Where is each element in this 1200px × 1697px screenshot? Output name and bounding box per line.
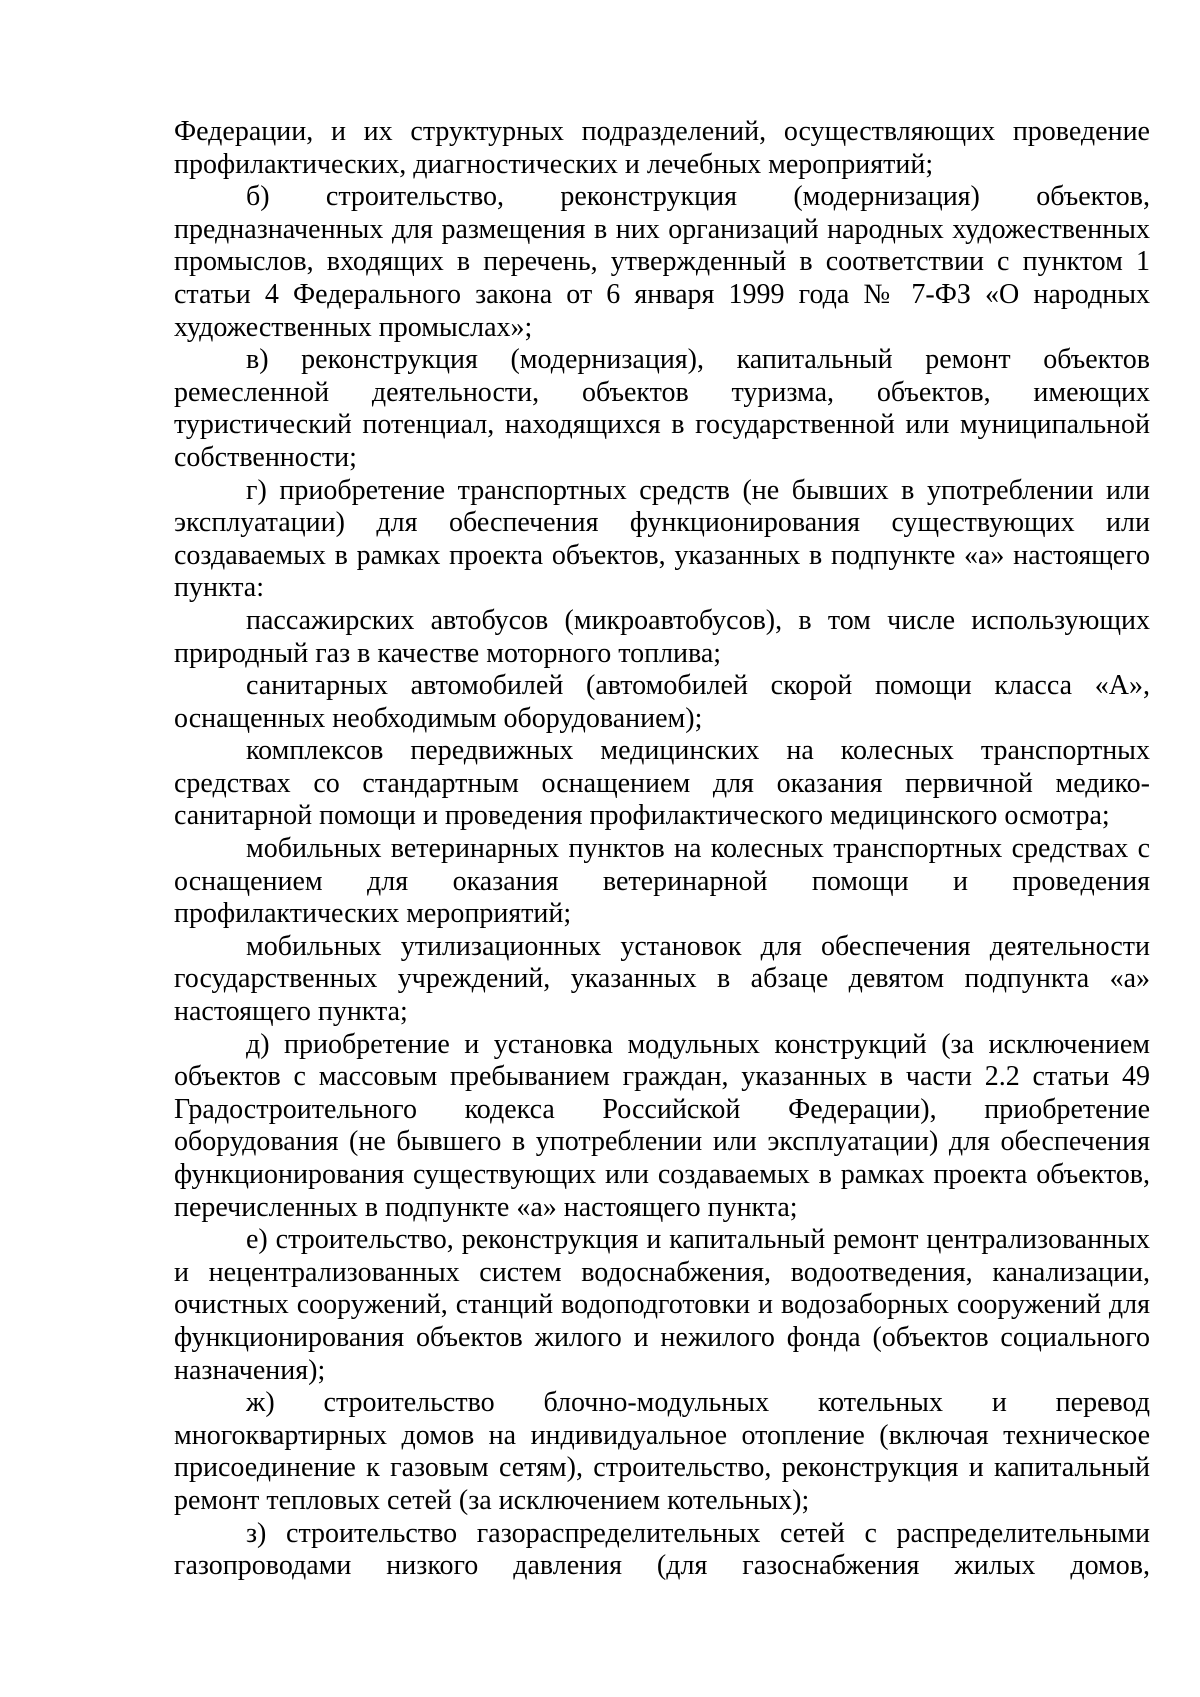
paragraph-mobile-medical-complexes: комплексов передвижных медицинских на колесных транспортных средствах со стандартным оснащением для оказания первичной медико-санитарной помощи и проведения профилактического медицинского осмотра;: [174, 735, 1150, 832]
paragraph-ambulances: санитарных автомобилей (автомобилей скорой помощи класса «А», оснащенных необходимым оборудованием);: [174, 670, 1150, 734]
paragraph-e-water-systems: е) строительство, реконструкция и капитальный ремонт централизованных и нецентрализованных систем водоснабжения, водоотведения, канализации, очистных сооружений, станций водоподготовки и водозаборных сооружений для функционирования объектов жилого и нежилого фонда (объектов социального назначения);: [174, 1224, 1150, 1386]
paragraph-z-gas-networks: з) строительство газораспределительных сетей с распределительными газопроводами низкого давления (для газоснабжения жилых домов,: [174, 1517, 1150, 1582]
paragraph-mobile-veterinary-points: мобильных ветеринарных пунктов на колесных транспортных средствах с оснащением для оказания ветеринарной помощи и проведения профилактических мероприятий;: [174, 833, 1150, 930]
paragraph-federation-subdivisions: Федерации, и их структурных подразделений, осуществляющих проведение профилактических, диагностических и лечебных мероприятий;: [174, 116, 1150, 180]
paragraph-mobile-utilization-units: мобильных утилизационных установок для обеспечения деятельности государственных учреждений, указанных в абзаце девятом подпункта «а» настоящего пункта;: [174, 930, 1150, 1028]
paragraph-b-folk-crafts: б) строительство, реконструкция (модернизация) объектов, предназначенных для размещения в них организаций народных художественных промыслов, входящих в перечень, утвержденный в соответствии с пунктом 1 статьи 4 Федерального закона от 6 января 1999 года № 7-ФЗ «О народных художественных промыслах»;: [174, 181, 1150, 343]
paragraph-v-tourism-objects: в) реконструкция (модернизация), капитальный ремонт объектов ремесленной деятельности, объектов туризма, объектов, имеющих туристический потенциал, находящихся в государственной или муниципальной собственности;: [174, 344, 1150, 473]
paragraph-d-modular-constructions: д) приобретение и установка модульных конструкций (за исключением объектов с массовым пребыванием граждан, указанных в части 2.2 статьи 49 Градостроительного кодекса Российской Федерации), приобретение оборудования (не бывшего в употреблении или эксплуатации) для обеспечения функционирования существующих или создаваемых в рамках проекта объектов, перечисленных в подпункте «а» настоящего пункта;: [174, 1028, 1150, 1223]
paragraph-zh-boiler-houses: ж) строительство блочно-модульных котельных и перевод многоквартирных домов на индивидуальное отопление (включая техническое присоединение к газовым сетям), строительство, реконструкция и капитальный ремонт тепловых сетей (за исключением котельных);: [174, 1387, 1150, 1516]
paragraph-buses: пассажирских автобусов (микроавтобусов), в том числе использующих природный газ в качестве моторного топлива;: [174, 604, 1150, 669]
document-body: [174, 116, 1150, 1583]
paragraph-g-vehicles: г) приобретение транспортных средств (не бывших в употреблении или эксплуатации) для обеспечения функционирования существующих или создаваемых в рамках проекта объектов, указанных в подпункте «а» настоящего пункта:: [174, 474, 1150, 604]
